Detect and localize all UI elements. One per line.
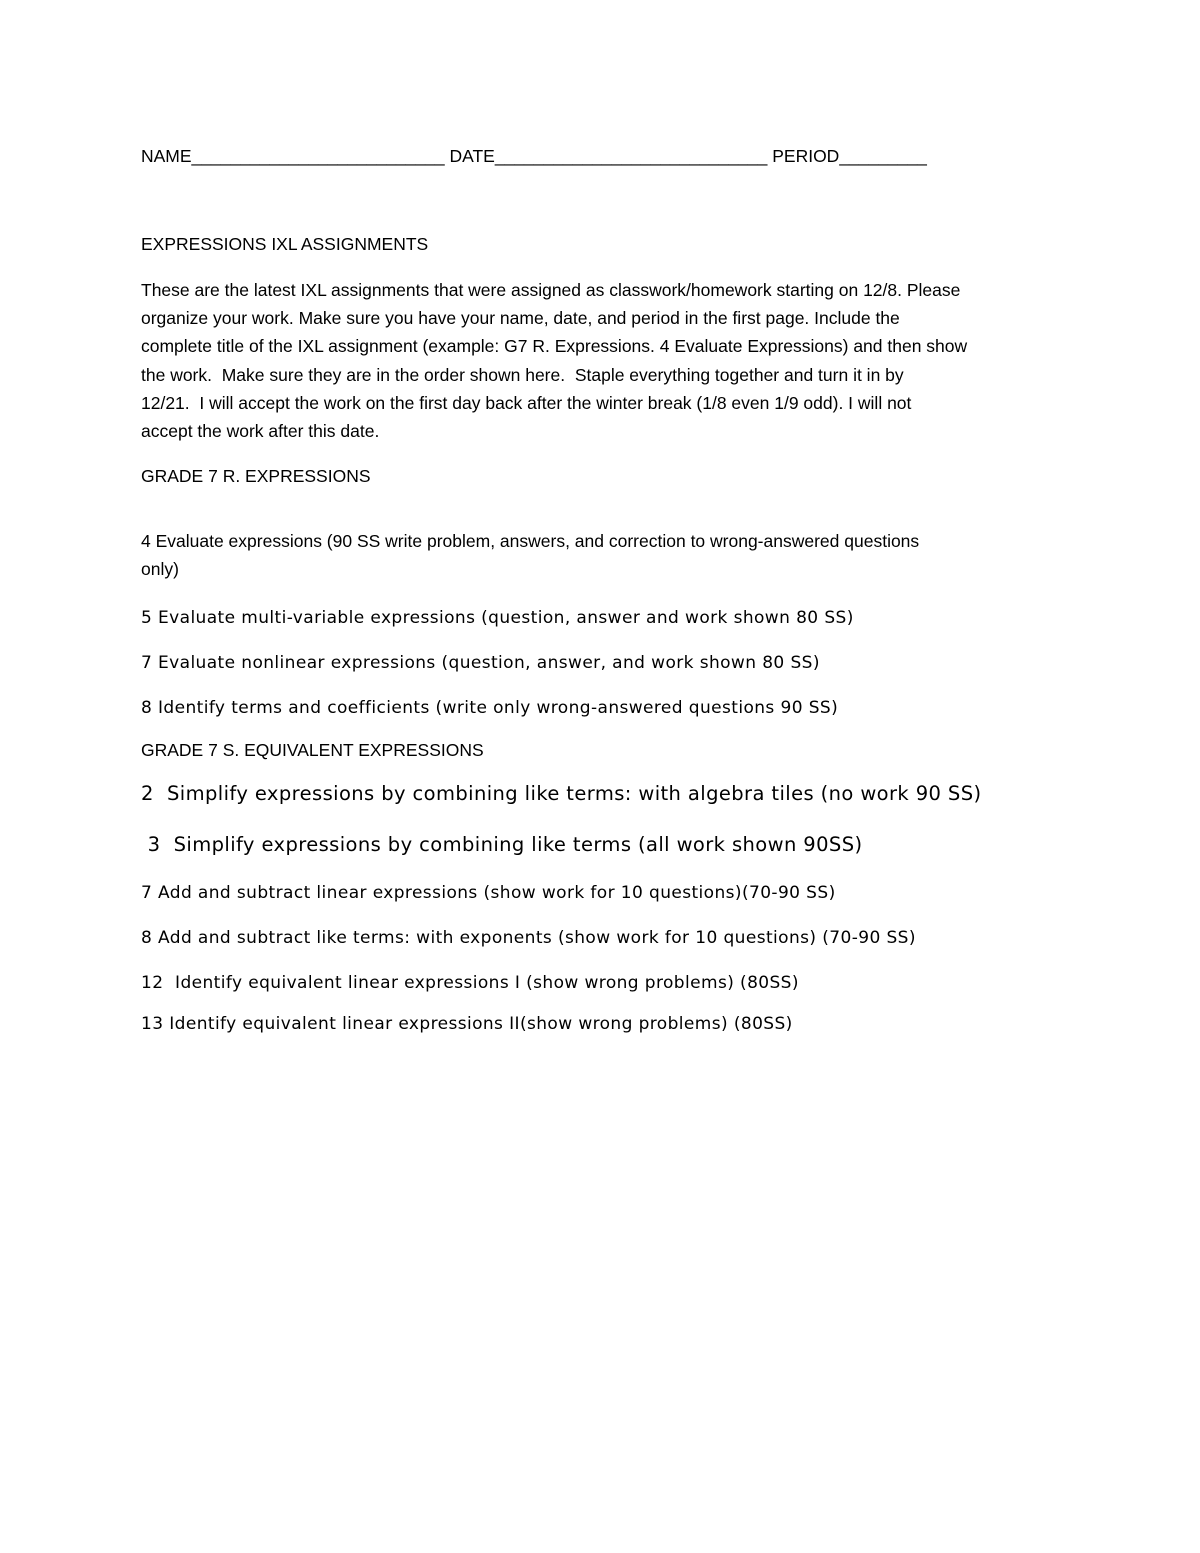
name-date-period-line: NAME__________________________ DATE____________________________ PERIOD_________ bbox=[141, 146, 927, 166]
instructions-paragraph bbox=[141, 276, 1061, 445]
section-s-item-2: 2 Simplify expressions by combining like terms: with algebra tiles (no work 90 SS) bbox=[141, 782, 982, 805]
section-s-item-13: 13 Identify equivalent linear expressions II(show wrong problems) (80SS) bbox=[141, 1014, 793, 1034]
section-r-item-4: 4 Evaluate expressions (90 SS write problem, answers, and correction to wrong-answered questions bbox=[141, 531, 920, 551]
section-r-item-5: 5 Evaluate multi-variable expressions (question, answer and work shown 80 SS) bbox=[141, 608, 854, 628]
section-s-item-7: 7 Add and subtract linear expressions (show work for 10 questions)(70-90 SS) bbox=[141, 883, 836, 903]
section-r-item-4-cont: only) bbox=[141, 559, 179, 579]
instructions-line: 12/21. I will accept the work on the first day back after the winter break (1/8 even 1/9 odd). I will not bbox=[141, 392, 912, 413]
section-s-item-3: 3 Simplify expressions by combining like terms (all work shown 90SS) bbox=[141, 833, 863, 856]
instructions-line: organize your work. Make sure you have your name, date, and period in the first page. Include the bbox=[141, 308, 900, 329]
instructions-line: These are the latest IXL assignments that were assigned as classwork/homework starting on 12/8. Please bbox=[141, 280, 961, 300]
section-r-heading: GRADE 7 R. EXPRESSIONS bbox=[141, 466, 371, 486]
section-r-item-7: 7 Evaluate nonlinear expressions (question, answer, and work shown 80 SS) bbox=[141, 653, 820, 673]
section-s-item-8: 8 Add and subtract like terms: with exponents (show work for 10 questions) (70-90 SS) bbox=[141, 928, 916, 948]
instructions-line: complete title of the IXL assignment (example: G7 R. Expressions. 4 Evaluate Expressions) and then show bbox=[141, 336, 968, 357]
section-r-item-8: 8 Identify terms and coefficients (write only wrong-answered questions 90 SS) bbox=[141, 698, 839, 718]
instructions-line: the work. Make sure they are in the order shown here. Staple everything together and turn it in by bbox=[141, 364, 904, 385]
section-s-heading: GRADE 7 S. EQUIVALENT EXPRESSIONS bbox=[141, 740, 484, 760]
section-s-item-12: 12 Identify equivalent linear expressions I (show wrong problems) (80SS) bbox=[141, 973, 799, 993]
instructions-line: accept the work after this date. bbox=[141, 421, 380, 442]
document-title: EXPRESSIONS IXL ASSIGNMENTS bbox=[141, 234, 429, 254]
